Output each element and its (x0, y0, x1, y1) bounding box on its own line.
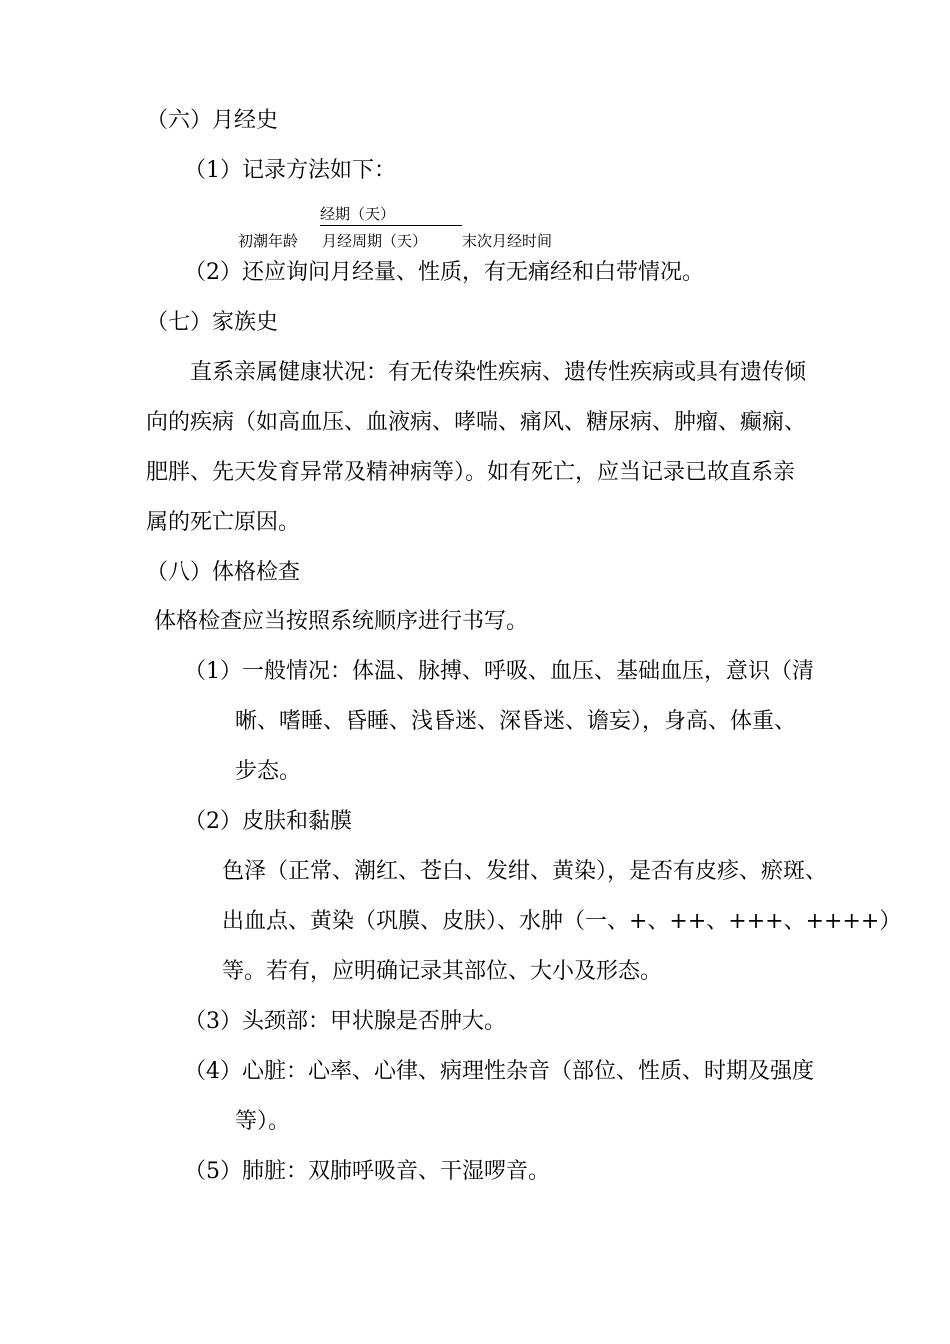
exam-head-neck: （3）头颈部：甲状腺是否肿大。 (184, 1009, 506, 1034)
formula-denominator: 月经周期（天） (322, 232, 428, 250)
section-heading-menstrual-history: （六）月经史 (146, 108, 279, 133)
exam-skin-line-3: 等。若有，应明确记录其部位、大小及形态。 (222, 959, 663, 984)
menstrual-item-1: （1）记录方法如下： (184, 158, 396, 183)
exam-skin-line-1: 色泽（正常、潮红、苍白、发绀、黄染），是否有皮疹、瘀斑、 (222, 859, 828, 884)
section-heading-physical-exam: （八）体格检查 (146, 560, 301, 585)
family-history-line-2: 向的疾病（如高血压、血液病、哮喘、痛风、糖尿病、肿瘤、癫痫、 (146, 410, 807, 435)
family-history-line-3: 肥胖、先天发育异常及精神病等）。如有死亡，应当记录已故直系亲 (146, 460, 796, 485)
formula-menarche-age: 初潮年龄 (238, 232, 299, 250)
exam-skin-line-2: 出血点、黄染（巩膜、皮肤）、水肿（一、+、++、+++、++++） (222, 909, 902, 934)
exam-general-line-3: 步态。 (235, 759, 302, 784)
section-heading-family-history: （七）家族史 (146, 310, 279, 335)
exam-skin-title: （2）皮肤和黏膜 (184, 809, 352, 834)
exam-lungs: （5）肺脏：双肺呼吸音、干湿啰音。 (184, 1159, 550, 1184)
formula-fraction-bar (320, 225, 462, 226)
formula-last-period: 末次月经时间 (462, 232, 553, 250)
formula-numerator: 经期（天） (320, 205, 396, 223)
physical-exam-intro: 体格检查应当按照系统顺序进行书写。 (154, 609, 529, 634)
exam-heart-line-1: （4）心脏：心率、心律、病理性杂音（部位、性质、时期及强度 (184, 1059, 814, 1084)
exam-general-line-2: 晰、嗜睡、昏睡、浅昏迷、深昏迷、谵妄），身高、体重、 (235, 709, 797, 734)
exam-heart-line-2: 等）。 (235, 1109, 291, 1134)
exam-general-line-1: （1）一般情况：体温、脉搏、呼吸、血压、基础血压，意识（清 (184, 659, 814, 684)
family-history-line-1: 直系亲属健康状况：有无传染性疾病、遗传性疾病或具有遗传倾 (190, 360, 807, 385)
menstrual-item-2: （2）还应询问月经量、性质，有无痛经和白带情况。 (184, 260, 704, 285)
family-history-line-4: 属的死亡原因。 (146, 510, 301, 535)
